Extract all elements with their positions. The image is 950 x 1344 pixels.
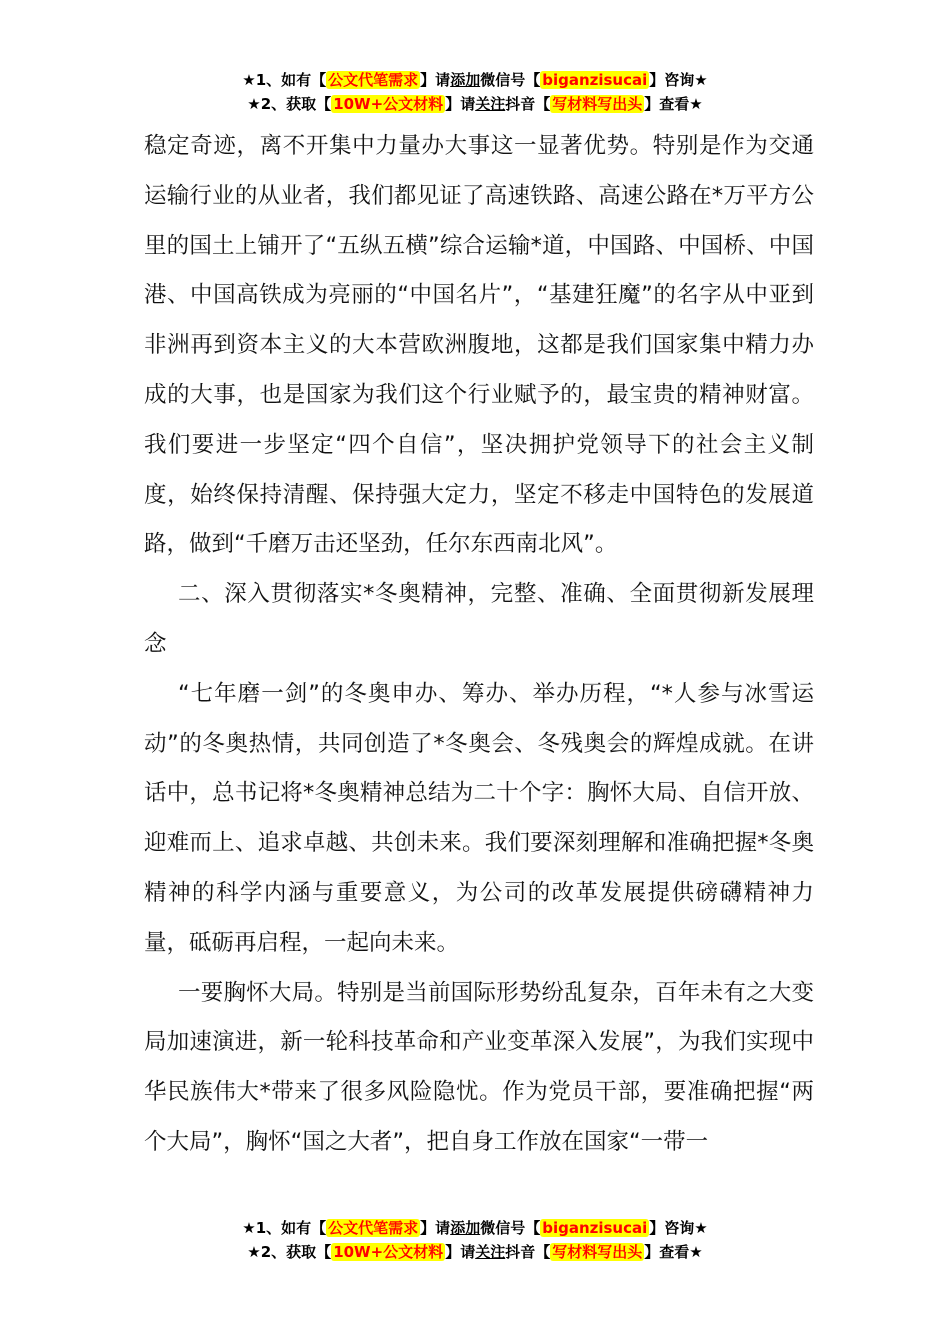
banner-text: 2、获取【	[260, 95, 332, 113]
banner-text: 】请	[445, 95, 476, 113]
banner-text: 】查看★	[644, 95, 703, 113]
star-icon: ★	[242, 1219, 256, 1237]
banner-text: 抖音【	[505, 1243, 551, 1261]
emphasis-text: 添加	[450, 1219, 481, 1237]
banner-text: 】请	[420, 1219, 451, 1237]
highlight-text: 10W+公文材料	[333, 1243, 444, 1261]
emphasis-text: 关注	[475, 95, 506, 113]
banner-text: 1、如有【	[255, 1219, 327, 1237]
document-body	[144, 122, 814, 1168]
star-icon: ★	[247, 1243, 261, 1261]
banner-text: 抖音【	[505, 95, 551, 113]
emphasis-text: 添加	[450, 71, 481, 89]
banner-line-2	[0, 92, 950, 116]
highlight-box	[326, 1219, 420, 1237]
banner-text: 】查看★	[644, 1243, 703, 1261]
banner-text: 】咨询★	[649, 71, 708, 89]
banner-text: 】请	[420, 71, 451, 89]
emphasis-text: 关注	[475, 1243, 506, 1261]
banner-line-1	[0, 68, 950, 92]
highlight-box	[326, 71, 420, 89]
highlight-box	[550, 95, 644, 113]
highlight-box	[550, 1243, 644, 1261]
header-banner	[0, 68, 950, 116]
highlight-box	[331, 1243, 445, 1261]
highlight-text: 公文代笔需求	[328, 1219, 419, 1237]
star-icon: ★	[247, 95, 261, 113]
banner-line-2	[0, 1240, 950, 1264]
banner-text: 】请	[445, 1243, 476, 1261]
douyin-id: 写材料写出头	[552, 1243, 643, 1261]
highlight-text: 10W+公文材料	[333, 95, 444, 113]
wechat-id: biganzisucai	[542, 71, 648, 89]
banner-text: 2、获取【	[260, 1243, 332, 1261]
banner-text: 微信号【	[480, 1219, 541, 1237]
footer-banner	[0, 1216, 950, 1264]
highlight-box	[331, 95, 445, 113]
highlight-box	[540, 1219, 649, 1237]
wechat-id: biganzisucai	[542, 1219, 648, 1237]
star-icon: ★	[242, 71, 256, 89]
douyin-id: 写材料写出头	[552, 95, 643, 113]
banner-text: 】咨询★	[649, 1219, 708, 1237]
paragraph-1: 稳定奇迹，离不开集中力量办大事这一显著优势。特别是作为交通运输行业的从业者，我们都见证了高速铁路、高速公路在*万平方公里的国土上铺开了“五纵五横”综合运输*道，中国路、中国桥、中国港、中国高铁成为亮丽的“中国名片”，“基建狂魔”的名字从中亚到非洲再到资本主义的大本营欧洲腹地，这都是我们国家集中精力办成的大事，也是国家为我们这个行业赋予的，最宝贵的精神财富。我们要进一步坚定“四个自信”，坚决拥护党领导下的社会主义制度，始终保持清醒、保持强大定力，坚定不移走中国特色的发展道路，做到“千磨万击还坚劲，任尔东西南北风”。	[144, 133, 814, 558]
paragraph-3: 一要胸怀大局。特别是当前国际形势纷乱复杂，百年未有之大变局加速演进，新一轮科技革命和产业变革深入发展”，为我们实现中华民族伟大*带来了很多风险隐忧。作为党员干部，要准确把握“两个大局”，胸怀“国之大者”，把自身工作放在国家“一带一	[144, 979, 814, 1155]
highlight-box	[540, 71, 649, 89]
banner-line-1	[0, 1216, 950, 1240]
highlight-text: 公文代笔需求	[328, 71, 419, 89]
banner-text: 1、如有【	[255, 71, 327, 89]
banner-text: 微信号【	[480, 71, 541, 89]
paragraph-2: “七年磨一剑”的冬奥申办、筹办、举办历程，“*人参与冰雪运动”的冬奥热情，共同创造了*冬奥会、冬残奥会的辉煌成就。在讲话中，总书记将*冬奥精神总结为二十个字：胸怀大局、自信开放、迎难而上、追求卓越、共创未来。我们要深刻理解和准确把握*冬奥精神的科学内涵与重要意义，为公司的改革发展提供磅礴精神力量，砥砺再启程，一起向未来。	[144, 680, 814, 956]
section-heading: 二、深入贯彻落实*冬奥精神，完整、准确、全面贯彻新发展理念	[144, 581, 814, 657]
